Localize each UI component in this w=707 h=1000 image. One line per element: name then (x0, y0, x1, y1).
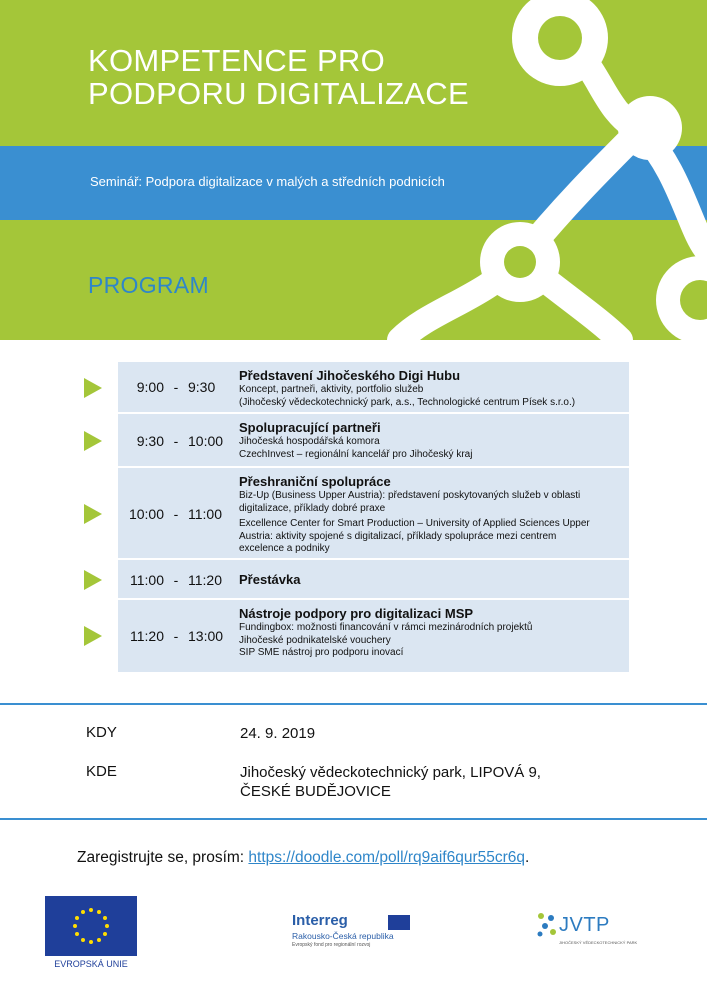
divider-top (0, 703, 707, 705)
when-label: KDY (86, 724, 117, 741)
interreg-name: Interreg (292, 912, 348, 929)
row-line: digitalizace, příklady dobré praxe (239, 502, 386, 514)
program-heading: PROGRAM (88, 272, 209, 298)
divider-bottom (0, 818, 707, 820)
arrow-icon (84, 504, 102, 524)
row-line: Fundingbox: možnosti financování v rámci mezinárodních projektů (239, 622, 533, 633)
interreg-subtitle: Rakousko-Česká republika (292, 931, 394, 941)
row-title: Přeshraniční spolupráce (239, 474, 391, 489)
row-line: excelence a podniky (239, 543, 330, 554)
row-line: Biz-Up (Business Upper Austria): představení poskytovaných služeb v oblasti (239, 490, 581, 501)
row-title: Spolupracující partneři (239, 420, 381, 435)
row-line: (Jihočeský vědeckotechnický park, a.s., Technologické centrum Písek s.r.o.) (239, 396, 576, 408)
eu-mini-flag-icon (388, 915, 410, 930)
page-title: KOMPETENCE PRO PODPORU DIGITALIZACE (88, 43, 469, 111)
row-content (239, 468, 629, 562)
when-value: 24. 9. 2019 (240, 725, 316, 742)
row-title: Představení Jihočeského Digi Hubu (239, 368, 461, 383)
schedule-row (118, 414, 629, 468)
schedule-table (118, 362, 629, 674)
registration-link[interactable]: https://doodle.com/poll/rq9aif6qur55cr6q (248, 849, 526, 866)
jvtp-mark-icon (535, 910, 559, 940)
registration-line (77, 849, 529, 867)
eu-flag-icon (45, 896, 137, 956)
time-range: 9:30 - 10:00 (136, 433, 224, 449)
schedule-row (118, 362, 629, 414)
time-range: 9:00 - 9:30 (136, 379, 216, 395)
arrow-icon (84, 378, 102, 398)
registration-text: Zaregistrujte se, prosím: (77, 849, 245, 866)
interreg-fund: Evropský fond pro regionální rozvoj (292, 942, 371, 948)
row-content (239, 362, 629, 415)
interreg-logo (292, 912, 422, 948)
schedule-row (118, 560, 629, 600)
time-range: 10:00 - 11:00 (128, 506, 222, 522)
row-line: CzechInvest – regionální kancelář pro Jihočeský kraj (239, 448, 473, 460)
time-range: 11:00 - 11:20 (130, 572, 222, 588)
where-label: KDE (86, 763, 117, 780)
row-content (239, 600, 629, 666)
row-content (239, 560, 629, 594)
eu-label: EVROPSKÁ UNIE (54, 959, 128, 969)
row-line: Austria: aktivity spojené s digitalizací, příklady spolupráce mezi centrem (239, 530, 557, 542)
row-line: Excellence Center for Smart Production – University of Applied Sciences Upper (239, 518, 590, 529)
seminar-subtitle: Seminář: Podpora digitalizace v malých a středních podnicích (90, 174, 445, 189)
row-content (239, 414, 629, 467)
row-title: Přestávka (239, 572, 301, 587)
schedule-row (118, 600, 629, 674)
row-line: Koncept, partneři, aktivity, portfolio služeb (239, 384, 424, 395)
where-value: Jihočeský vědeckotechnický park, LIPOVÁ 9, ČESKÉ BUDĚJOVICE (240, 764, 541, 800)
schedule-row (118, 468, 629, 560)
arrow-icon (84, 431, 102, 451)
time-range: 11:20 - 13:00 (130, 628, 224, 644)
arrow-icon (84, 570, 102, 590)
row-line: Jihočeská hospodářská komora (239, 436, 380, 447)
row-line: SIP SME nástroj pro podporu inovací (239, 647, 404, 658)
row-title: Nástroje podpory pro digitalizaci MSP (239, 606, 474, 621)
jvtp-subtitle: JIHOČESKÝ VĚDECKOTECHNICKÝ PARK (559, 940, 638, 945)
registration-suffix: . (525, 849, 530, 866)
eu-logo (45, 896, 137, 974)
arrow-icon (84, 626, 102, 646)
header-banner (0, 0, 707, 340)
jvtp-name: JVTP (559, 914, 610, 936)
row-line: Jihočeské podnikatelské vouchery (239, 634, 391, 646)
